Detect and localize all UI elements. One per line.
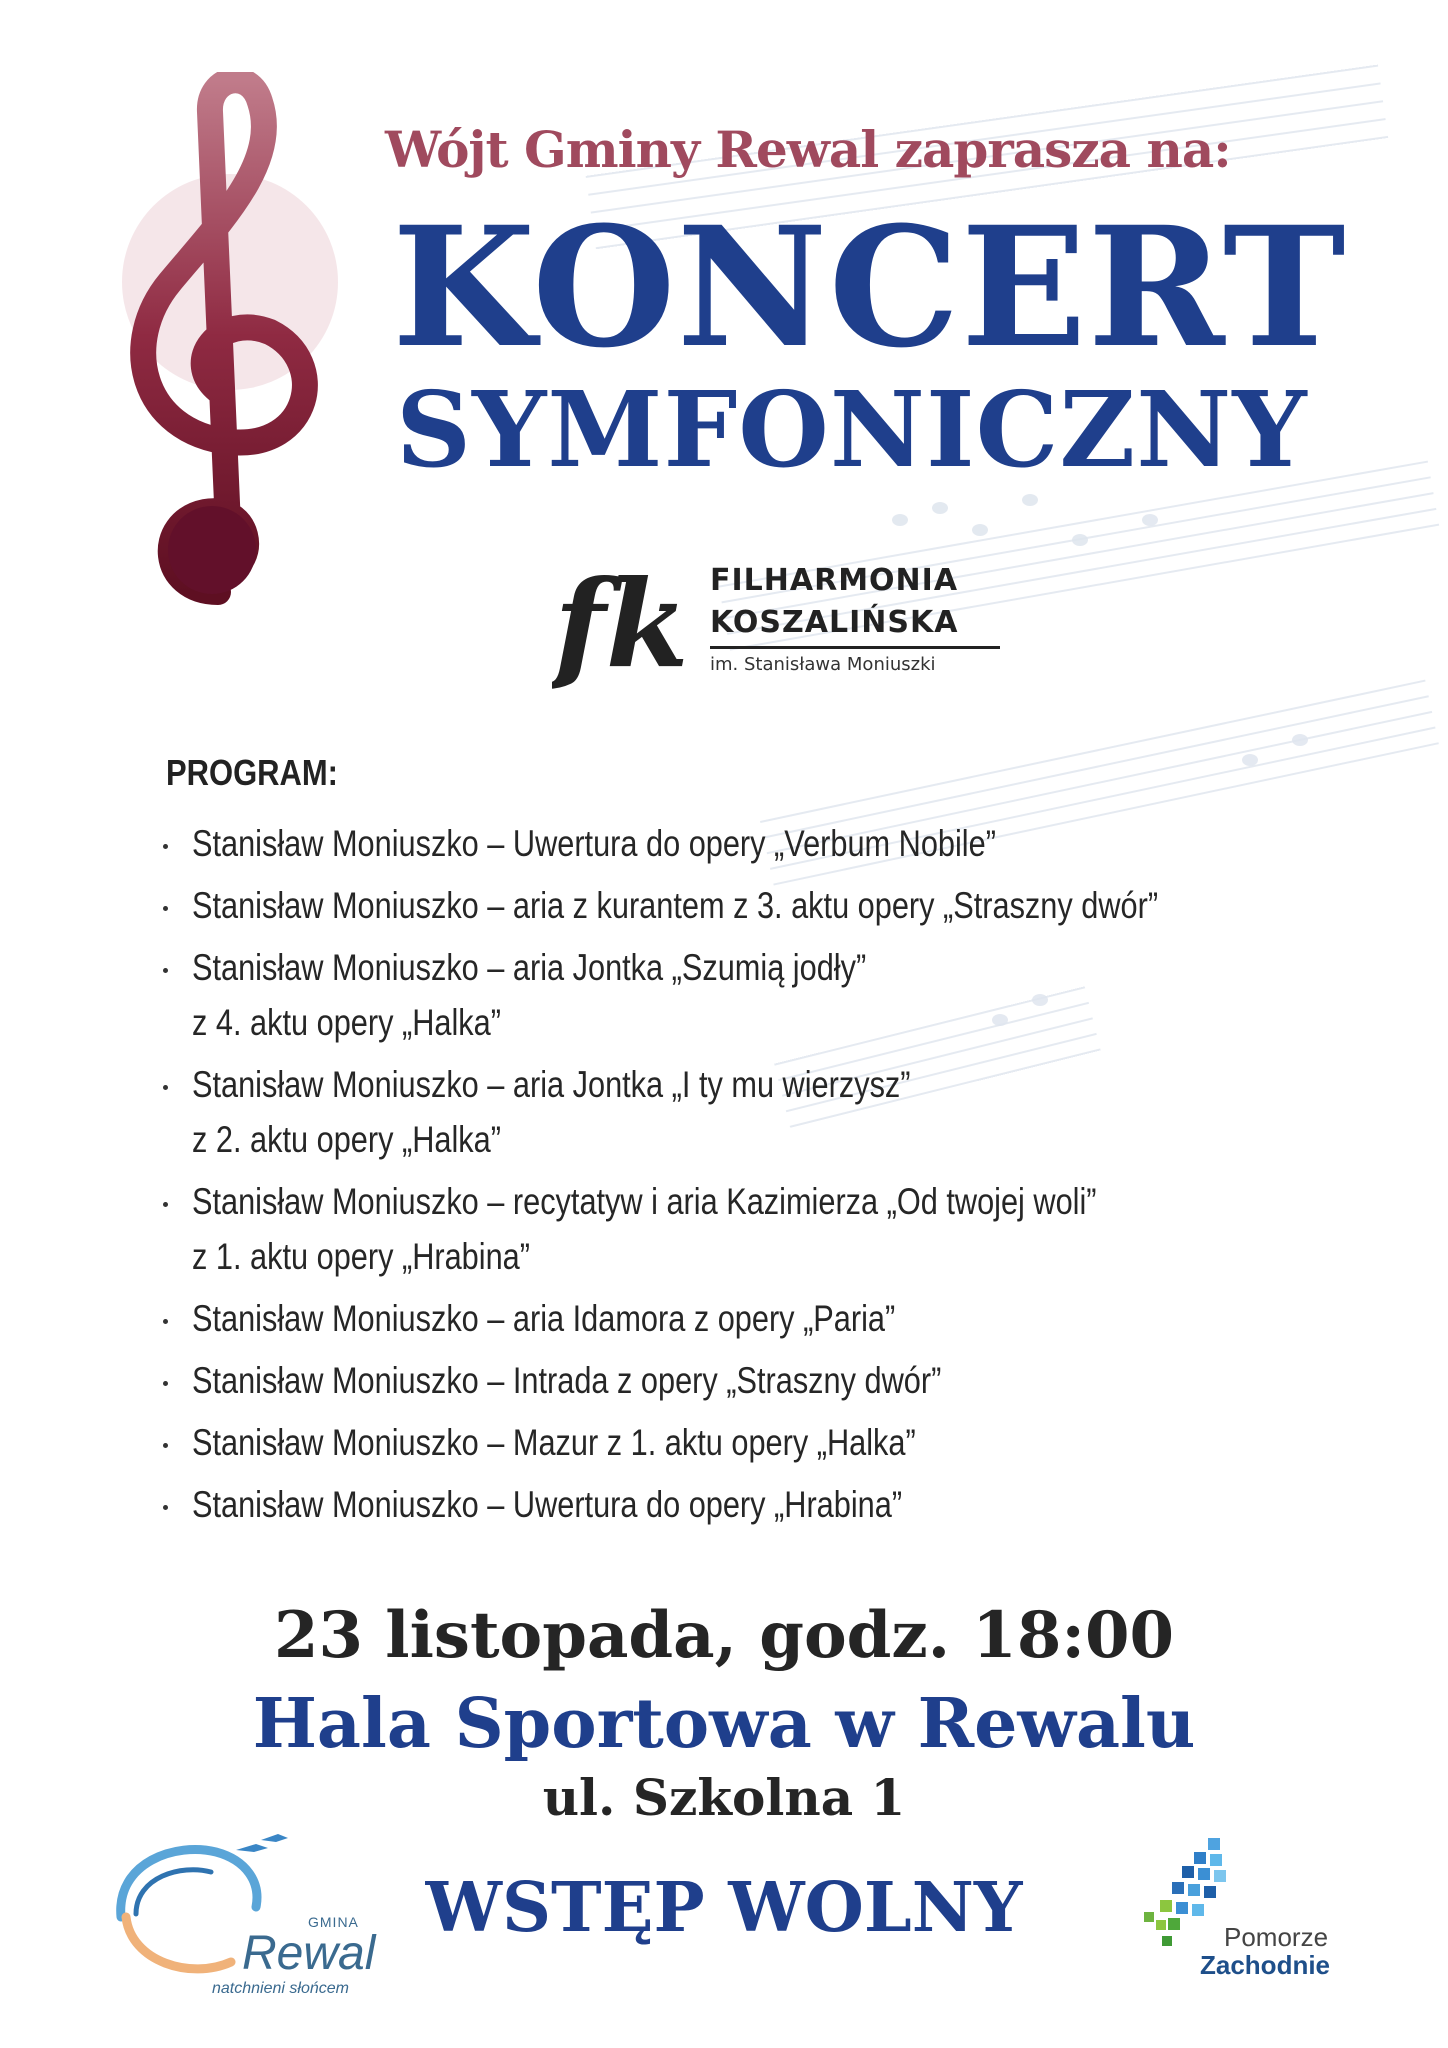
gmina-rewal-logo bbox=[96, 1822, 396, 1997]
program-item bbox=[160, 816, 1280, 871]
bullet-dot-icon bbox=[163, 906, 168, 911]
program-item bbox=[160, 1174, 1280, 1284]
bullet-dot-icon bbox=[163, 1202, 168, 1207]
event-date-time: 23 listopada, godz. 18:00 bbox=[273, 1598, 1175, 1673]
filharmonia-name-line1: FILHARMONIA bbox=[710, 563, 959, 598]
program-item bbox=[160, 940, 1280, 1050]
bullet-dot-icon bbox=[163, 1085, 168, 1090]
program-item-text: Stanisław Moniuszko – aria z kurantem z 3. aktu opery „Straszny dwór” bbox=[192, 885, 1159, 926]
program-item-text: Stanisław Moniuszko – Intrada z opery „Straszny dwór” bbox=[192, 1360, 942, 1401]
title-symfoniczny: SYMFONICZNY bbox=[396, 368, 1308, 491]
program-item bbox=[160, 1353, 1280, 1408]
program-item-text: Stanisław Moniuszko – Mazur z 1. aktu opery „Halka” bbox=[192, 1422, 916, 1463]
filharmonia-patron: im. Stanisława Moniuszki bbox=[710, 654, 936, 675]
fk-monogram-icon bbox=[552, 548, 702, 698]
title-koncert: KONCERT bbox=[392, 190, 1347, 384]
bullet-dot-icon bbox=[163, 1505, 168, 1510]
pomorze-line2: Zachodnie bbox=[1200, 1950, 1331, 1980]
pomorze-zachodnie-logo bbox=[1138, 1832, 1368, 1982]
program-item-text: Stanisław Moniuszko – recytatyw i aria Kazimierza „Od twojej woli” z 1. aktu opery „Hrabina” bbox=[192, 1181, 1097, 1277]
bullet-dot-icon bbox=[163, 1381, 168, 1386]
bullet-dot-icon bbox=[163, 968, 168, 973]
filharmonia-name-line2: KOSZALIŃSKA bbox=[710, 605, 959, 640]
free-entry-label: WSTĘP WOLNY bbox=[425, 1868, 1023, 1948]
program-item bbox=[160, 1291, 1280, 1346]
rewal-name: Rewal bbox=[242, 1927, 376, 1980]
rewal-gmina-label: GMINA bbox=[308, 1914, 359, 1930]
bullet-dot-icon bbox=[163, 1319, 168, 1324]
program-item bbox=[160, 1477, 1280, 1532]
bullet-dot-icon bbox=[163, 844, 168, 849]
program-item bbox=[160, 878, 1280, 933]
rewal-tagline: natchnieni słońcem bbox=[212, 1980, 349, 1997]
program-item-text: Stanisław Moniuszko – aria Jontka „Szumią jodły” z 4. aktu opery „Halka” bbox=[192, 947, 867, 1043]
pomorze-line1: Pomorze bbox=[1224, 1922, 1329, 1952]
filharmonia-logo bbox=[552, 548, 1012, 698]
program-list bbox=[160, 816, 1280, 1539]
event-venue: Hala Sportowa w Rewalu bbox=[252, 1684, 1196, 1764]
program-item-text: Stanisław Moniuszko – Uwertura do opery „Verbum Nobile” bbox=[192, 823, 996, 864]
filharmonia-divider bbox=[710, 646, 1000, 649]
program-item bbox=[160, 1057, 1280, 1167]
bullet-dot-icon bbox=[163, 1443, 168, 1448]
event-address: ul. Szkolna 1 bbox=[542, 1768, 906, 1827]
fk-monogram: fk bbox=[554, 554, 689, 695]
program-item bbox=[160, 1415, 1280, 1470]
program-heading: PROGRAM: bbox=[166, 752, 338, 793]
filharmonia-name bbox=[710, 560, 958, 644]
invitation-line: Wójt Gminy Rewal zaprasza na: bbox=[385, 120, 1231, 179]
program-item-text: Stanisław Moniuszko – aria Idamora z opery „Paria” bbox=[192, 1298, 896, 1339]
program-item-text: Stanisław Moniuszko – Uwertura do opery „Hrabina” bbox=[192, 1484, 903, 1525]
program-item-text: Stanisław Moniuszko – aria Jontka „I ty mu wierzysz” z 2. aktu opery „Halka” bbox=[192, 1064, 911, 1160]
treble-clef-icon bbox=[100, 72, 360, 612]
